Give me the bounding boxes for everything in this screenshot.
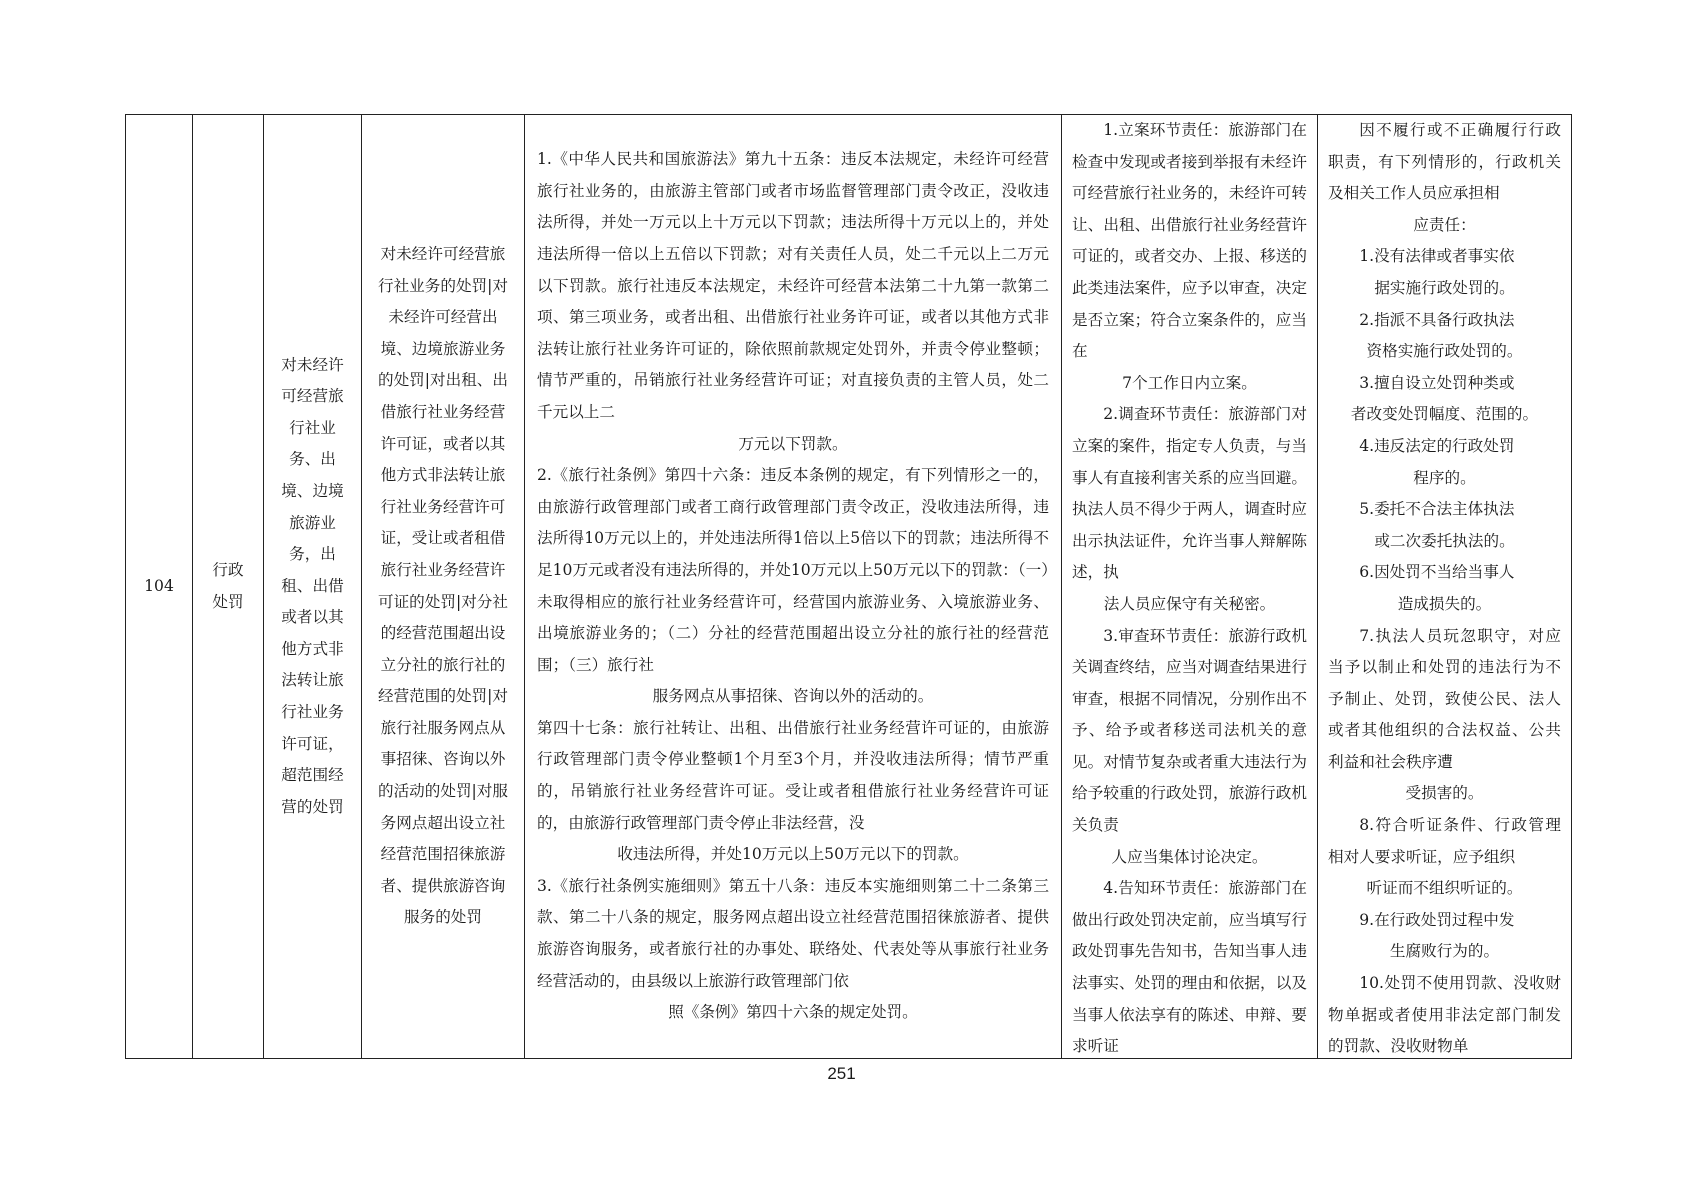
accountability-text: 3.擅自设立处罚种类或 (1359, 373, 1515, 392)
accountability-tail: 资格实施行政处罚的。 (1366, 342, 1523, 361)
basis-tail: 服务网点从事招徕、咨询以外的活动的。 (652, 687, 934, 706)
page-number: 251 (827, 1064, 856, 1083)
responsibility-text: 1.立案环节责任：旅游部门在检查中发现或者接到举报有未经许可经营旅行社业务的，未经许可转让、出租、出借旅行社业务经营许可证的，或者交办、上报、移送的此类违法案件，应予以审查，决定是否立案；符合立案条件的，应当在 (1072, 121, 1307, 361)
accountability-text: 2.指派不具备行政执法 (1359, 310, 1515, 329)
enforcement-table (125, 114, 1572, 1059)
penalty-type: 行政处罚 (193, 115, 264, 1059)
accountability-text: 1.没有法律或者事实依 (1359, 247, 1515, 266)
accountability-text: 7.执法人员玩忽职守，对应当予以制止和处罚的违法行为不予制止、处罚，致使公民、法人或者其他组织的合法权益、公共利益和社会秩序遭 (1328, 626, 1561, 771)
basis-tail: 收违法所得，并处10万元以上50万元以下的罚款。 (617, 845, 969, 864)
accountability-text: 5.委托不合法主体执法 (1359, 500, 1515, 519)
accountability-text: 4.违反法定的行政处罚 (1359, 436, 1515, 455)
table-row (126, 115, 1572, 1059)
accountability-text: 10.处罚不使用罚款、没收财物单据或者使用非法定部门制发的罚款、没收财物单 (1328, 974, 1561, 1056)
accountability-tail: 程序的。 (1413, 468, 1476, 487)
accountability-text: 因不履行或不正确履行行政职责，有下列情形的，行政机关及相关工作人员应承担相 (1328, 121, 1561, 203)
accountability-tail: 应责任： (1413, 215, 1476, 234)
basis-text: 2.《旅行社条例》第四十六条：违反本条例的规定，有下列情形之一的，由旅游行政管理部门或者工商行政管理部门责令改正，没收违法所得，违法所得10万元以上的，并处违法所得1倍以上5倍以下的罚款；违法所得不足10万元或者没有违法所得的，并处10万元以上50万元以下的罚款：（一）未取得相应的旅行社业务经营许可，经营国内旅游业务、入境旅游业务、出境旅游业务的；（二）分社的经营范围超出设立分社的旅行社的经营范围；（三）旅行社 (537, 466, 1049, 674)
accountability-tail: 者改变处罚幅度、范围的。 (1350, 405, 1539, 424)
responsibility-text: 4.告知环节责任：旅游部门在做出行政处罚决定前，应当填写行政处罚事先告知书，告知当事人违法事实、处罚的理由和依据，以及当事人依法享有的陈述、申辩、要求听证 (1072, 879, 1307, 1056)
accountability-tail: 或二次委托执法的。 (1374, 531, 1515, 550)
accountability-column (1318, 115, 1572, 1059)
item-name: 对未经许可经营旅行社业务、出境、边境旅游业务，出租、出借或者以其他方式非法转让旅行社业务许可证，超范围经营的处罚 (264, 115, 362, 1059)
basis-tail: 万元以下罚款。 (738, 434, 848, 453)
responsibility-tail: 法人员应保守有关秘密。 (1103, 594, 1276, 613)
responsibility-tail: 7个工作日内立案。 (1122, 373, 1257, 392)
accountability-text: 8.符合听证条件、行政管理相对人要求听证，应予组织 (1328, 816, 1561, 866)
responsibility-tail: 人应当集体讨论决定。 (1111, 847, 1268, 866)
accountability-tail: 造成损失的。 (1397, 594, 1492, 613)
accountability-tail: 受损害的。 (1405, 784, 1484, 803)
responsibility-column (1062, 115, 1318, 1059)
responsibility-text: 2.调查环节责任：旅游部门对立案的案件，指定专人负责，与当事人有直接利害关系的应当回避。执法人员不得少于两人，调查时应出示执法证件，允许当事人辩解陈述，执 (1072, 405, 1307, 582)
row-number: 104 (126, 115, 193, 1059)
accountability-text: 9.在行政处罚过程中发 (1359, 910, 1515, 929)
basis-text: 3.《旅行社条例实施细则》第五十八条：违反本实施细则第二十二条第三款、第二十八条的规定，服务网点超出设立社经营范围招徕旅游者、提供旅游咨询服务，或者旅行社的办事处、联络处、代表处等从事旅行社业务经营活动的，由县级以上旅游行政管理部门依 (537, 876, 1049, 990)
accountability-text: 6.因处罚不当给当事人 (1359, 563, 1515, 582)
accountability-tail: 据实施行政处罚的。 (1374, 278, 1515, 297)
basis-tail: 照《条例》第四十六条的规定处罚。 (668, 1003, 918, 1022)
accountability-tail: 生腐败行为的。 (1389, 942, 1500, 961)
accountability-tail: 听证而不组织听证的。 (1366, 879, 1523, 898)
responsibility-text: 3.审查环节责任：旅游行政机关调查终结，应当对调查结果进行审查，根据不同情况，分别作出不予、给予或者移送司法机关的意见。对情节复杂或者重大违法行为给予较重的行政处罚，旅游行政机关负责 (1072, 626, 1307, 835)
legal-basis (525, 115, 1062, 1059)
basis-text: 第四十七条：旅行社转让、出租、出借旅行社业务经营许可证的，由旅游行政管理部门责令停业整顿1个月至3个月，并没收违法所得；情节严重的，吊销旅行社业务经营许可证。受让或者租借旅行社业务经营许可证的，由旅游行政管理部门责令停止非法经营，没 (537, 718, 1049, 832)
sub-items: 对未经许可经营旅行社业务的处罚|对未经许可经营出境、边境旅游业务的处罚|对出租、出借旅行社业务经营许可证，或者以其他方式非法转让旅行社业务经营许可证，受让或者租借旅行社业务经营许可证的处罚|对分社的经营范围超出设立分社的旅行社的经营范围的处罚|对旅行社服务网点从事招徕、咨询以外的活动的处罚|对服务网点超出设立社经营范围招徕旅游者、提供旅游咨询服务的处罚 (362, 115, 525, 1059)
basis-text: 1.《中华人民共和国旅游法》第九十五条：违反本法规定，未经许可经营旅行社业务的，由旅游主管部门或者市场监督管理部门责令改正，没收违法所得，并处一万元以上十万元以下罚款；违法所得十万元以上的，并处违法所得一倍以上五倍以下罚款；对有关责任人员，处二千元以上二万元以下罚款。旅行社违反本法规定，未经许可经营本法第二十九第一款第二项、第三项业务，或者出租、出借旅行社业务许可证，或者以其他方式非法转让旅行社业务许可证的，除依照前款规定处罚外，并责令停业整顿；情节严重的，吊销旅行社业务经营许可证；对直接负责的主管人员，处二千元以上二 (537, 150, 1049, 421)
